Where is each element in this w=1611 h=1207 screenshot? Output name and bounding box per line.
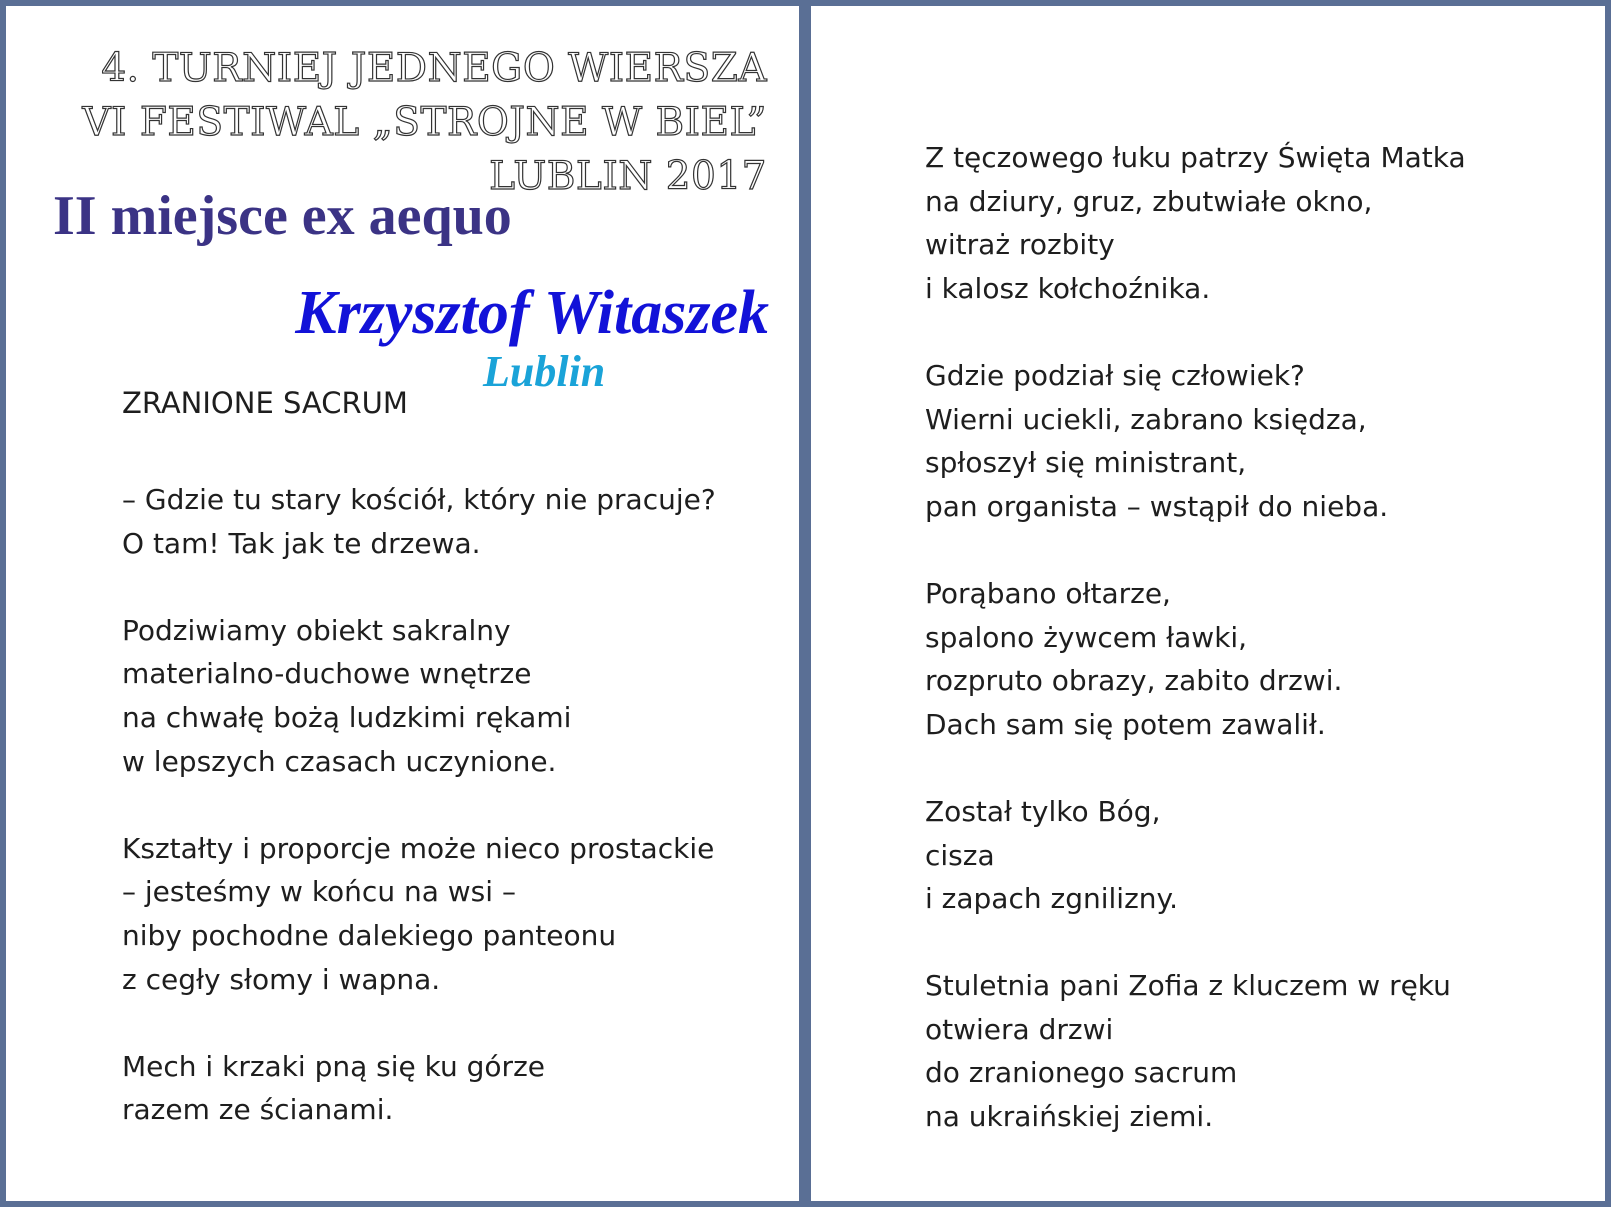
poem-line: Gdzie podział się człowiek? xyxy=(925,358,1305,392)
poem-line: materialno-duchowe wnętrze xyxy=(122,657,532,691)
poem-line: otwiera drzwi xyxy=(925,1012,1114,1046)
poem-line: w lepszych czasach uczynione. xyxy=(122,744,557,778)
poem-stanza xyxy=(122,827,716,1001)
poem-line: Podziwiamy obiekt sakralny xyxy=(122,613,511,647)
poem-line: i zapach zgnilizny. xyxy=(925,882,1178,916)
festival-header-line: 4. TURNIEJ JEDNEGO WIERSZA xyxy=(101,46,767,91)
poem-line: Dach sam się potem zawalił. xyxy=(925,707,1326,741)
poem-line: na dziury, gruz, zbutwiałe okno, xyxy=(925,184,1373,218)
right-panel xyxy=(811,6,1605,1201)
poem-line: Mech i krzaki pną się ku górze xyxy=(122,1049,545,1083)
poem-line: i kalosz kołchoźnika. xyxy=(925,271,1211,305)
author-name: Krzysztof Witaszek xyxy=(295,279,769,347)
poem-title: ZRANIONE SACRUM xyxy=(122,386,408,420)
festival-header-line: VI FESTIWAL „STROJNE W BIEL” xyxy=(82,100,767,145)
poem-stanza xyxy=(122,609,716,783)
poem-line: Został tylko Bóg, xyxy=(925,794,1161,828)
left-panel xyxy=(6,6,799,1201)
poem-line: cisza xyxy=(925,838,995,872)
poem-line: do zranionego sacrum xyxy=(925,1056,1238,1090)
poem-line: – Gdzie tu stary kościół, który nie pracuje? xyxy=(122,483,716,516)
poem-line: pan organista – wstąpił do nieba. xyxy=(925,489,1389,523)
poem-line: na ukraińskiej ziemi. xyxy=(925,1100,1214,1134)
poem-stanza xyxy=(925,790,1466,921)
poem-line: na chwałę bożą ludzkimi rękami xyxy=(122,700,572,734)
poem-right-column xyxy=(925,136,1466,1139)
poem-line: razem ze ścianami. xyxy=(122,1093,394,1127)
poem-stanza xyxy=(925,964,1466,1138)
poem-line: rozpruto obrazy, zabito drzwi. xyxy=(925,664,1343,698)
poem-line: – jesteśmy w końcu na wsi – xyxy=(122,875,516,909)
festival-header xyxy=(82,42,767,204)
poem-stanza xyxy=(925,572,1466,746)
poem-line: z cegły słomy i wapna. xyxy=(122,962,441,996)
poem-line: Z tęczowego łuku patrzy Święta Matka xyxy=(925,141,1466,174)
poem-line: niby pochodne dalekiego panteonu xyxy=(122,918,617,952)
poem-stanza xyxy=(925,354,1466,528)
poem-line: Wierni uciekli, zabrano księdza, xyxy=(925,402,1367,436)
poem-line: Porąbano ołtarze, xyxy=(925,576,1171,610)
poem-line: Kształty i proporcje może nieco prostackie xyxy=(122,831,715,865)
poem-left-column xyxy=(122,478,716,1132)
poem-stanza xyxy=(122,478,716,565)
poem-line: Stuletnia pani Zofia z kluczem w ręku xyxy=(925,969,1451,1003)
poem-line: spłoszył się ministrant, xyxy=(925,446,1247,480)
poem-stanza xyxy=(925,136,1466,310)
poem-line: witraż rozbity xyxy=(925,228,1115,262)
poem-line: spalono żywcem ławki, xyxy=(925,620,1248,654)
award-heading: II miejsce ex aequo xyxy=(53,185,512,247)
poem-stanza xyxy=(122,1045,716,1132)
author-city: Lublin xyxy=(483,347,606,396)
festival-header-line: LUBLIN 2017 xyxy=(489,154,767,199)
poem-line: O tam! Tak jak te drzewa. xyxy=(122,526,481,560)
